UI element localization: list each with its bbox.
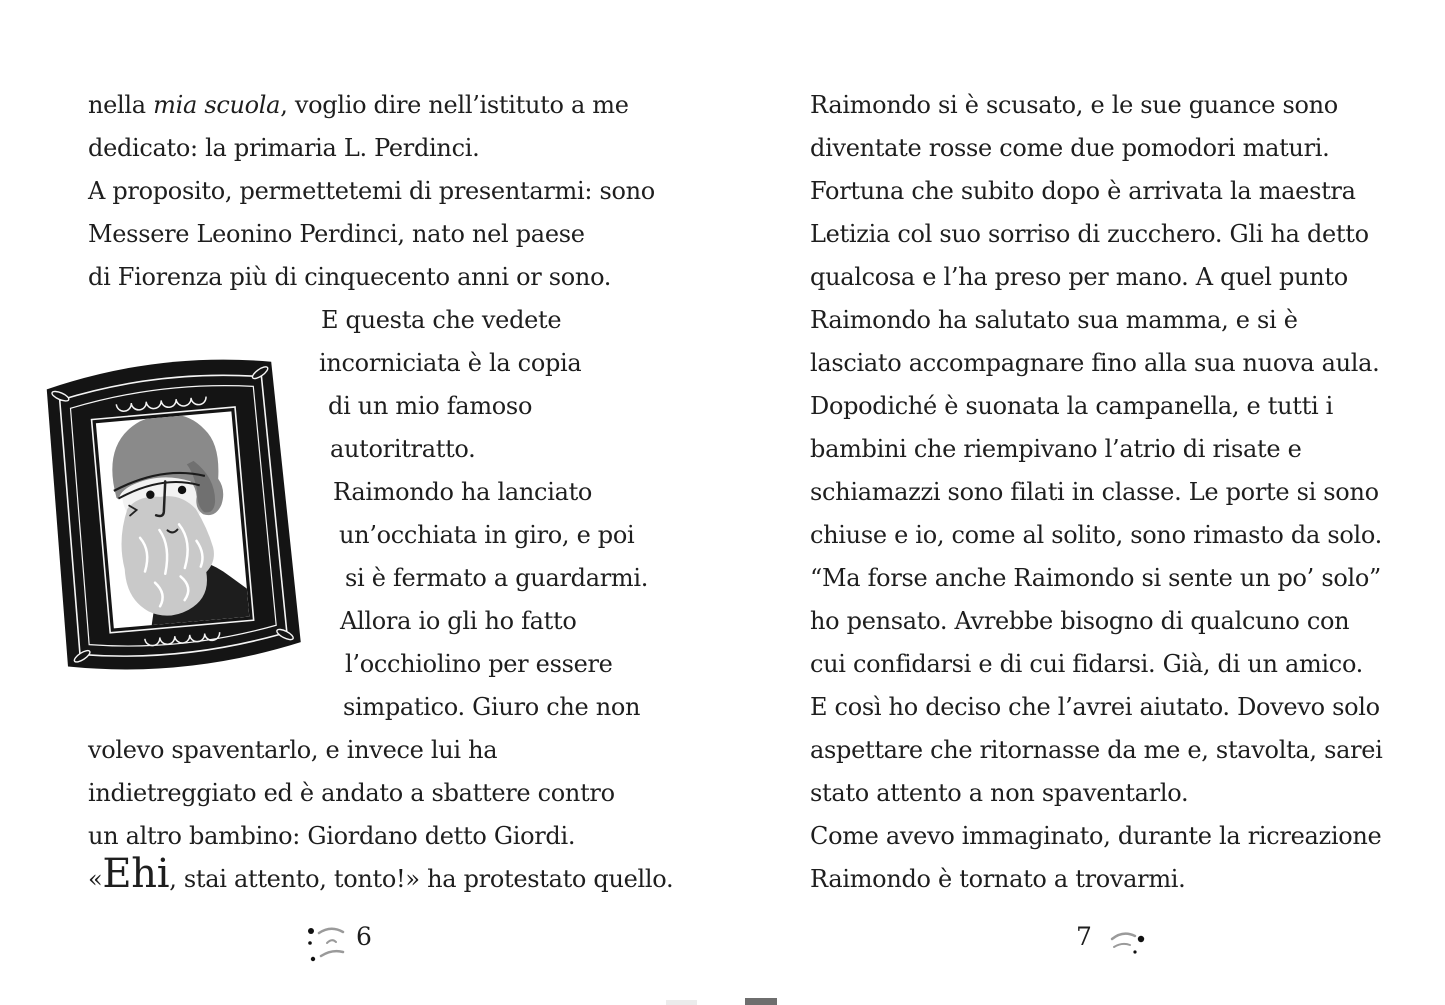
text-line-wrapped: incorniciata è la copia	[319, 349, 582, 377]
text-line-wrapped: Allora io gli ho fatto	[340, 607, 577, 635]
ink-doodle-icon	[1106, 927, 1152, 959]
text-line: bambini che riempivano l’atrio di risate e	[810, 435, 1302, 463]
text-line: cui confidarsi e di cui fidarsi. Già, di un amico.	[810, 650, 1363, 678]
text-line: aspettare che ritornasse da me e, stavolta, sarei	[810, 736, 1383, 764]
text-line: Raimondo è tornato a trovarmi.	[810, 865, 1186, 893]
text-line: chiuse e io, come al solito, sono rimasto da solo.	[810, 521, 1382, 549]
text-line: Raimondo si è scusato, e le sue guance sono	[810, 91, 1338, 119]
text-line: volevo spaventarlo, e invece lui ha	[88, 736, 498, 764]
italic-text-run: mia scuola	[153, 91, 281, 119]
text-run: «	[88, 865, 103, 893]
text-line	[88, 851, 674, 901]
text-line: indietreggiato ed è andato a sbattere contro	[88, 779, 615, 807]
emphasized-word: Ehi	[102, 851, 170, 897]
text-line: E così ho deciso che l’avrei aiutato. Dovevo solo	[810, 693, 1380, 721]
text-run: , voglio dire nell’istituto a me	[280, 91, 629, 119]
text-line-wrapped: l’occhiolino per essere	[345, 650, 613, 678]
right-page-text	[810, 84, 1383, 901]
text-line-wrapped: simpatico. Giuro che non	[343, 693, 641, 721]
text-line: lasciato accompagnare fino alla sua nuova aula.	[810, 349, 1380, 377]
page-number-left: 6	[356, 922, 372, 951]
text-run: , stai attento, tonto!» ha protestato quello.	[169, 865, 674, 893]
text-line	[88, 84, 648, 127]
text-line-wrapped: Raimondo ha lanciato	[333, 478, 593, 506]
text-line: Raimondo ha salutato sua mamma, e si è	[810, 306, 1298, 334]
text-line: Fortuna che subito dopo è arrivata la maestra	[810, 177, 1356, 205]
text-line-wrapped: autoritratto.	[330, 435, 476, 463]
text-line: di Fiorenza più di cinquecento anni or sono.	[88, 263, 612, 291]
page-thumbnail-dark[interactable]	[745, 998, 777, 1005]
ink-doodle-icon	[305, 923, 353, 969]
text-line: Messere Leonino Perdinci, nato nel paese	[88, 220, 585, 248]
text-line: Letizia col suo sorriso di zucchero. Gli ha detto	[810, 220, 1369, 248]
text-line: stato attento a non spaventarlo.	[810, 779, 1189, 807]
text-line: “Ma forse anche Raimondo si sente un po’ solo”	[810, 564, 1381, 592]
text-line-wrapped: di un mio famoso	[328, 392, 533, 420]
text-line: schiamazzi sono filati in classe. Le porte si sono	[810, 478, 1379, 506]
text-line: diventate rosse come due pomodori maturi.	[810, 134, 1330, 162]
text-line-wrapped: E questa che vedete	[321, 306, 562, 334]
page-number-right: 7	[1076, 922, 1092, 951]
text-line: A proposito, permettetemi di presentarmi: sono	[88, 177, 655, 205]
text-line: qualcosa e l’ha preso per mano. A quel punto	[810, 263, 1348, 291]
text-line: Come avevo immaginato, durante la ricreazione	[810, 822, 1382, 850]
text-line: un altro bambino: Giordano detto Giordi.	[88, 822, 576, 850]
text-line: ho pensato. Avrebbe bisogno di qualcuno con	[810, 607, 1350, 635]
text-line: Dopodiché è suonata la campanella, e tutti i	[810, 392, 1334, 420]
text-line: dedicato: la primaria L. Perdinci.	[88, 134, 480, 162]
framed-self-portrait-illustration	[32, 333, 311, 693]
page-thumbnail-light[interactable]	[666, 1000, 697, 1005]
text-run: nella	[88, 91, 154, 119]
text-line-wrapped: si è fermato a guardarmi.	[345, 564, 649, 592]
text-line-wrapped: un’occhiata in giro, e poi	[339, 521, 635, 549]
